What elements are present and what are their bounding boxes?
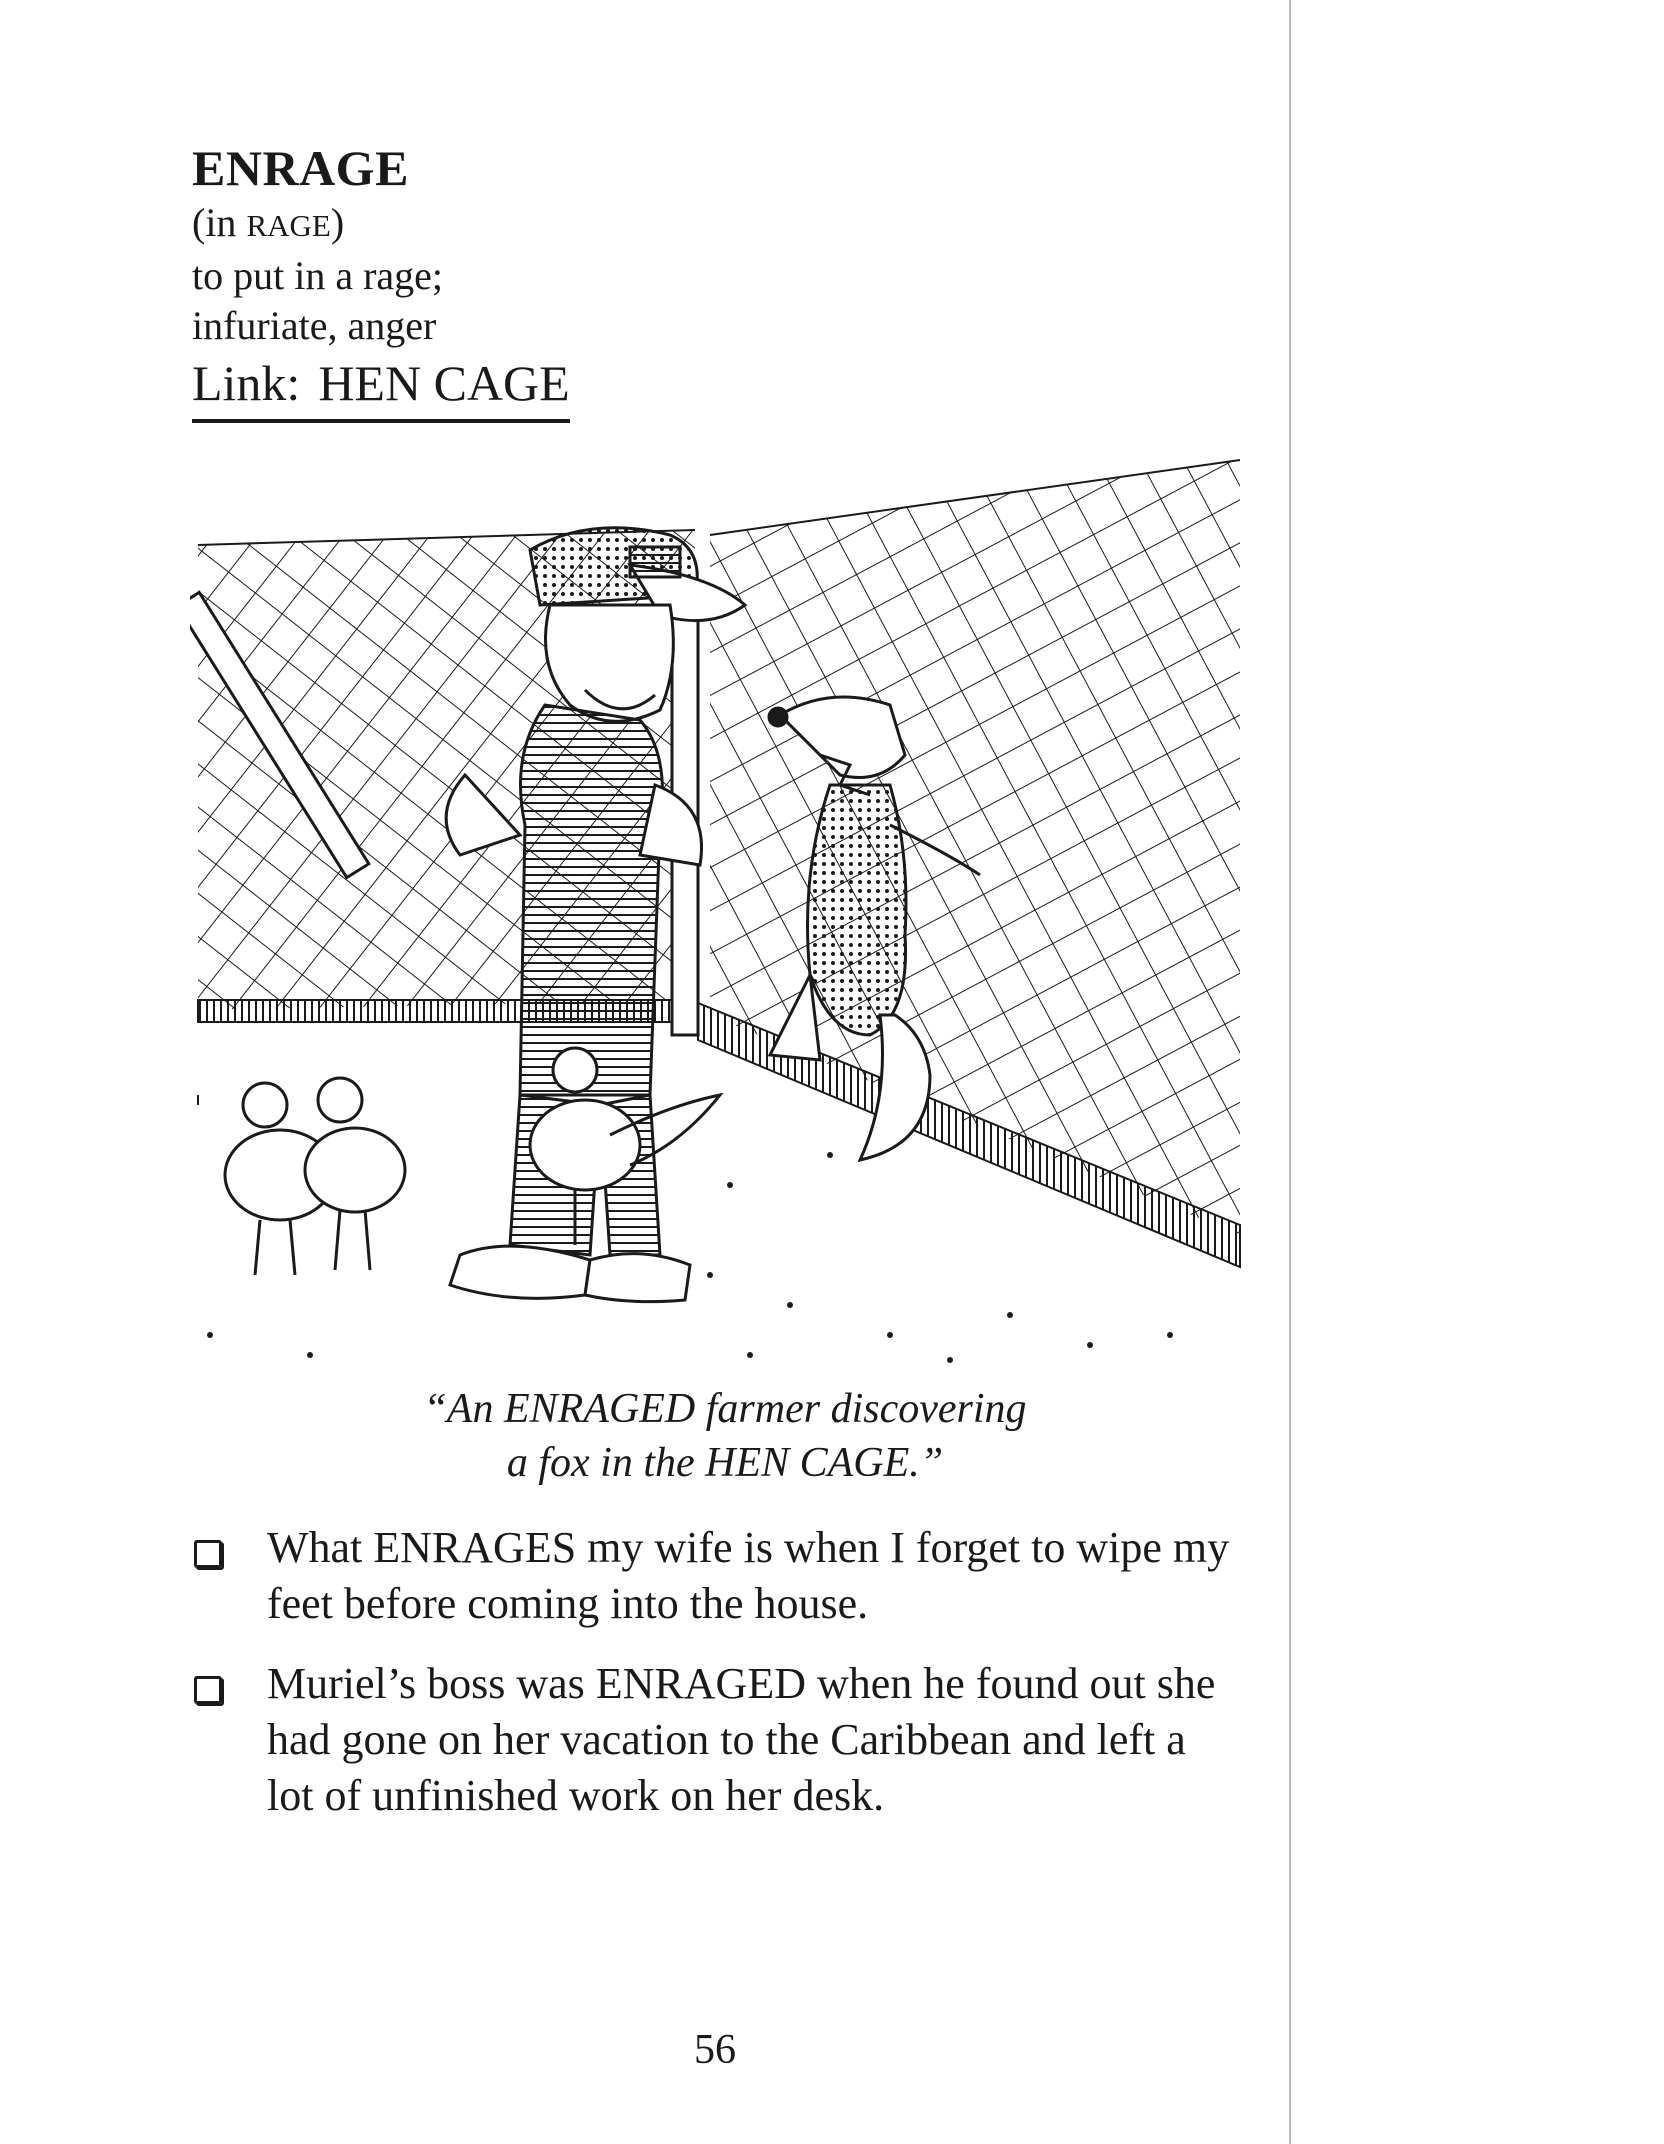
caption-line-2: a fox in the HEN CAGE.” — [506, 1440, 944, 1486]
cartoon-illustration — [190, 455, 1245, 1375]
link-label: Link: — [192, 355, 301, 411]
example-text-1: What ENRAGES my wife is when I forget to wipe my feet before coming into the house. — [267, 1523, 1230, 1628]
example-sentence-1 — [192, 1520, 1242, 1632]
checkbox-icon — [194, 1676, 222, 1704]
headword: ENRAGE — [192, 140, 409, 196]
page-edge-line — [1289, 0, 1291, 2144]
definition-line-2: infuriate, anger — [192, 303, 437, 348]
pronunciation-prefix: (in — [192, 200, 247, 245]
caption-line-1: “An ENRAGED farmer discovering — [423, 1386, 1027, 1432]
pronunciation — [192, 198, 892, 251]
example-sentence-2 — [192, 1656, 1242, 1824]
definition-line-1: to put in a rage; — [192, 253, 444, 298]
illustration-caption — [300, 1382, 1150, 1490]
example-sentences — [192, 1520, 1242, 1848]
link-word: HEN CAGE — [318, 355, 570, 411]
checkbox-icon — [194, 1540, 222, 1568]
pronunciation-word: RAGE — [246, 208, 331, 243]
link-line — [192, 353, 570, 423]
pronunciation-suffix: ) — [330, 200, 345, 245]
vocabulary-entry — [192, 138, 892, 423]
example-text-2: Muriel’s boss was ENRAGED when he found out she had gone on her vacation to the Caribbean and left a lot of unfinished work on her desk. — [267, 1659, 1216, 1820]
page-number: 56 — [694, 2027, 736, 2073]
